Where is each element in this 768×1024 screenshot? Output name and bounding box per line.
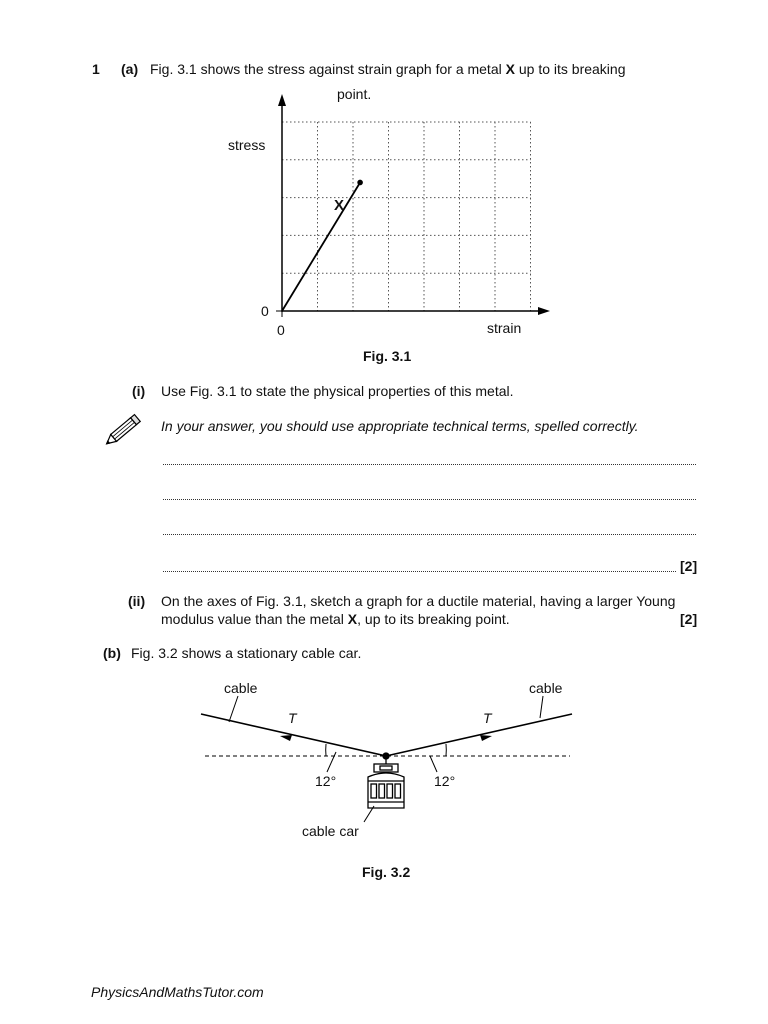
tension-right-arrow xyxy=(480,735,492,741)
breaking-point-marker xyxy=(357,180,363,186)
cable-car-label: cable car xyxy=(302,823,359,839)
y-origin-label: 0 xyxy=(261,303,269,319)
tension-left-arrow xyxy=(280,735,292,741)
part-ii-marks: [2] xyxy=(680,611,698,627)
cable-left-label: cable xyxy=(224,680,258,696)
y-axis-label: stress xyxy=(228,137,266,153)
cable-right-line xyxy=(386,714,572,756)
part-ii-label: (ii) xyxy=(128,593,146,609)
graph-grid xyxy=(282,122,531,311)
footer-source: PhysicsAndMathsTutor.com xyxy=(91,984,264,1000)
part-b-label: (b) xyxy=(103,645,121,661)
part-a-text-3: point. xyxy=(337,86,372,102)
part-i-instruction: In your answer, you should use appropriate technical terms, spelled correctly. xyxy=(161,418,639,434)
angle-right-pointer xyxy=(430,756,437,772)
answer-line-4[interactable] xyxy=(163,571,676,572)
part-a-label: (a) xyxy=(121,61,139,77)
cable-car-diagram xyxy=(0,660,768,860)
tension-right-label: T xyxy=(483,710,492,726)
metal-label: X xyxy=(505,61,515,77)
cable-right-pointer xyxy=(540,696,543,718)
angle-left-label: 12° xyxy=(315,773,337,789)
angle-right-label: 12° xyxy=(434,773,456,789)
part-ii-line2 xyxy=(161,611,510,627)
answer-line-2[interactable] xyxy=(163,499,696,500)
part-ii-metal-label: X xyxy=(347,611,358,627)
y-axis-arrow xyxy=(278,94,286,106)
part-i-marks: [2] xyxy=(680,558,698,574)
fig2-caption: Fig. 3.2 xyxy=(362,864,411,880)
cable-left-pointer xyxy=(229,696,238,722)
tension-left-label: T xyxy=(288,710,297,726)
fig1-caption: Fig. 3.1 xyxy=(363,348,412,364)
part-i-label: (i) xyxy=(132,383,146,399)
part-ii-line2-b: , up to its breaking point. xyxy=(357,611,510,627)
part-b-text: Fig. 3.2 shows a stationary cable car. xyxy=(131,645,362,661)
stress-strain-graph xyxy=(0,0,768,360)
x-axis-arrow xyxy=(538,307,550,315)
part-a-text-2: up to its breaking xyxy=(518,61,626,77)
question-number: 1 xyxy=(92,61,100,77)
series-line-x xyxy=(282,182,360,311)
pencil-icon xyxy=(100,412,146,452)
part-a-text-1: Fig. 3.1 shows the stress against strain graph for a metal xyxy=(150,61,502,77)
answer-line-1[interactable] xyxy=(163,464,696,465)
curve-label: X xyxy=(334,197,345,214)
x-origin-label: 0 xyxy=(277,322,285,338)
part-ii-line2-a: modulus value than the metal xyxy=(161,611,344,627)
part-ii-line1: On the axes of Fig. 3.1, sketch a graph for a ductile material, having a larger Young xyxy=(161,593,676,609)
cable-right-label: cable xyxy=(529,680,563,696)
part-i-text: Use Fig. 3.1 to state the physical properties of this metal. xyxy=(161,383,514,399)
x-axis-label: strain xyxy=(487,320,522,336)
cable-car-icon xyxy=(368,753,404,808)
angle-left-pointer xyxy=(327,752,336,772)
answer-line-3[interactable] xyxy=(163,534,696,535)
